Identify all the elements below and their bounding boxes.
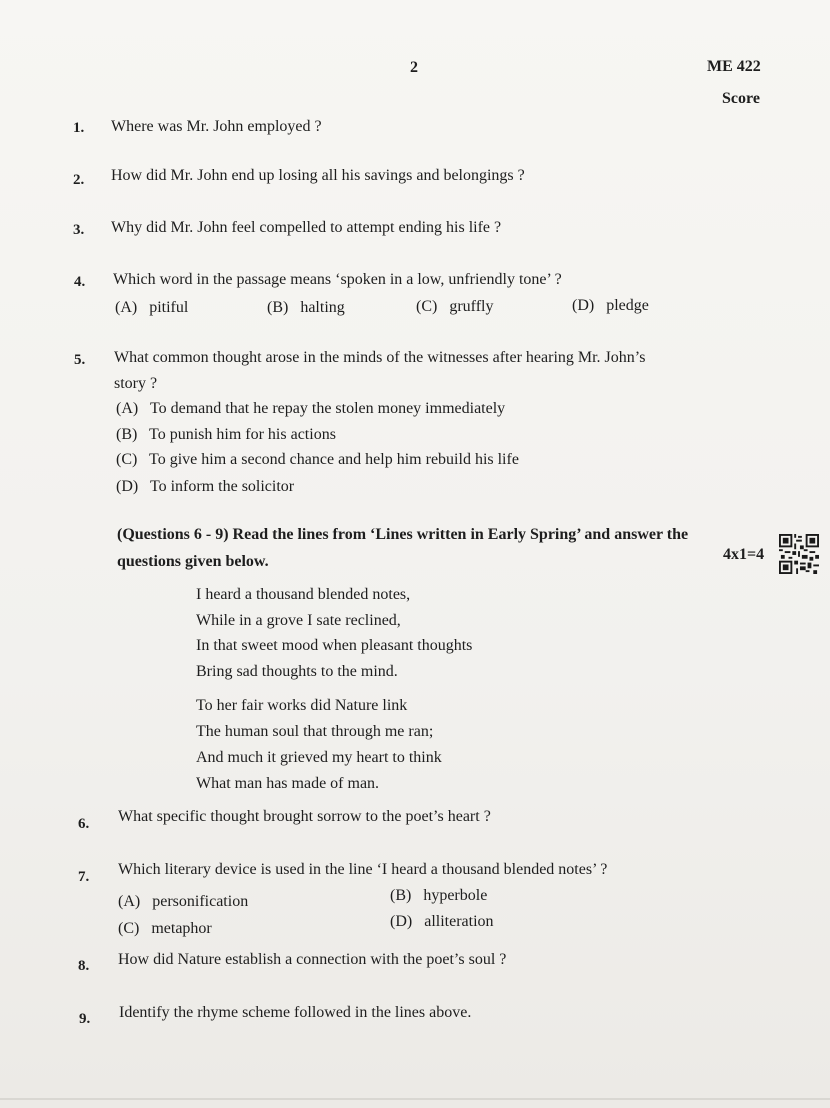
option-text: personification [152,893,249,910]
option-item [416,298,493,316]
option-item [116,478,294,496]
option-label: (B) [390,887,412,904]
poem-line: The human soul that through me ran; [196,723,434,740]
question-number: 4. [74,274,86,290]
option-text: halting [300,299,345,316]
poem-line: To her fair works did Nature link [196,697,408,714]
option-text: To demand that he repay the stolen money immediately [149,400,506,417]
option-item [118,893,248,911]
option-item [115,299,188,317]
question-text: How did Mr. John end up losing all his savings and belongings ? [111,167,525,184]
option-item [118,920,212,938]
section-instruction-continued: questions given below. [117,553,269,570]
paper-code: ME 422 [707,58,761,75]
poem-line: While in a grove I sate reclined, [196,612,401,629]
option-label: (C) [116,451,138,468]
option-text: metaphor [151,920,212,937]
poem-line: And much it grieved my heart to think [196,749,442,766]
option-item [572,297,649,315]
question-text: What common thought arose in the minds of the witnesses after hearing Mr. John’s [114,349,646,366]
option-text: gruffly [449,298,494,315]
question-number: 6. [78,816,90,832]
question-number: 5. [74,352,86,368]
option-label: (A) [116,400,139,417]
question-number: 3. [73,222,85,238]
option-label: (B) [116,426,138,443]
poem-line: In that sweet mood when pleasant thoughts [196,637,473,654]
question-text: What specific thought brought sorrow to the poet’s heart ? [118,808,491,825]
poem-line: I heard a thousand blended notes, [196,586,411,603]
score-label: Score [722,90,760,107]
option-text: To give him a second chance and help him rebuild his life [149,451,519,468]
question-text: Which word in the passage means ‘spoken in a low, unfriendly tone’ ? [113,271,562,288]
question-number: 1. [73,120,85,136]
option-item [267,299,345,317]
page-edge [0,1098,830,1100]
option-text: pledge [606,297,649,314]
option-text: To inform the solicitor [149,478,295,495]
marks-allocation: 4x1=4 [723,546,765,563]
question-number: 8. [78,958,90,974]
question-text: How did Nature establish a connection with the poet’s soul ? [118,951,507,968]
option-item [390,913,494,931]
option-label: (A) [118,893,141,910]
question-text: Why did Mr. John feel compelled to attempt ending his life ? [111,219,502,236]
option-label: (D) [116,478,139,495]
option-text: To punish him for his actions [149,426,336,443]
question-text: Identify the rhyme scheme followed in the lines above. [119,1004,472,1021]
option-text: hyperbole [423,887,488,904]
question-text: Where was Mr. John employed ? [111,118,322,135]
option-label: (D) [390,913,413,930]
question-number: 7. [78,869,90,885]
section-instruction: (Questions 6 - 9) Read the lines from ‘Lines written in Early Spring’ and answer the [117,526,689,543]
question-text-continued: story ? [114,375,158,392]
option-item [390,887,487,905]
option-label: (B) [267,299,289,316]
option-text: alliteration [424,913,494,930]
question-text: Which literary device is used in the line ‘I heard a thousand blended notes’ ? [118,861,608,878]
option-label: (A) [115,299,138,316]
question-number: 9. [79,1011,91,1027]
poem-line: Bring sad thoughts to the mind. [196,663,398,680]
option-item [116,400,505,418]
page-number: 2 [410,59,418,76]
option-text: pitiful [149,299,189,316]
poem-line: What man has made of man. [196,775,380,792]
option-item [116,426,336,444]
option-item [116,451,519,469]
option-label: (C) [118,920,140,937]
option-label: (C) [416,298,438,315]
option-label: (D) [572,297,595,314]
qr-code-icon [779,533,819,575]
question-number: 2. [73,172,85,188]
